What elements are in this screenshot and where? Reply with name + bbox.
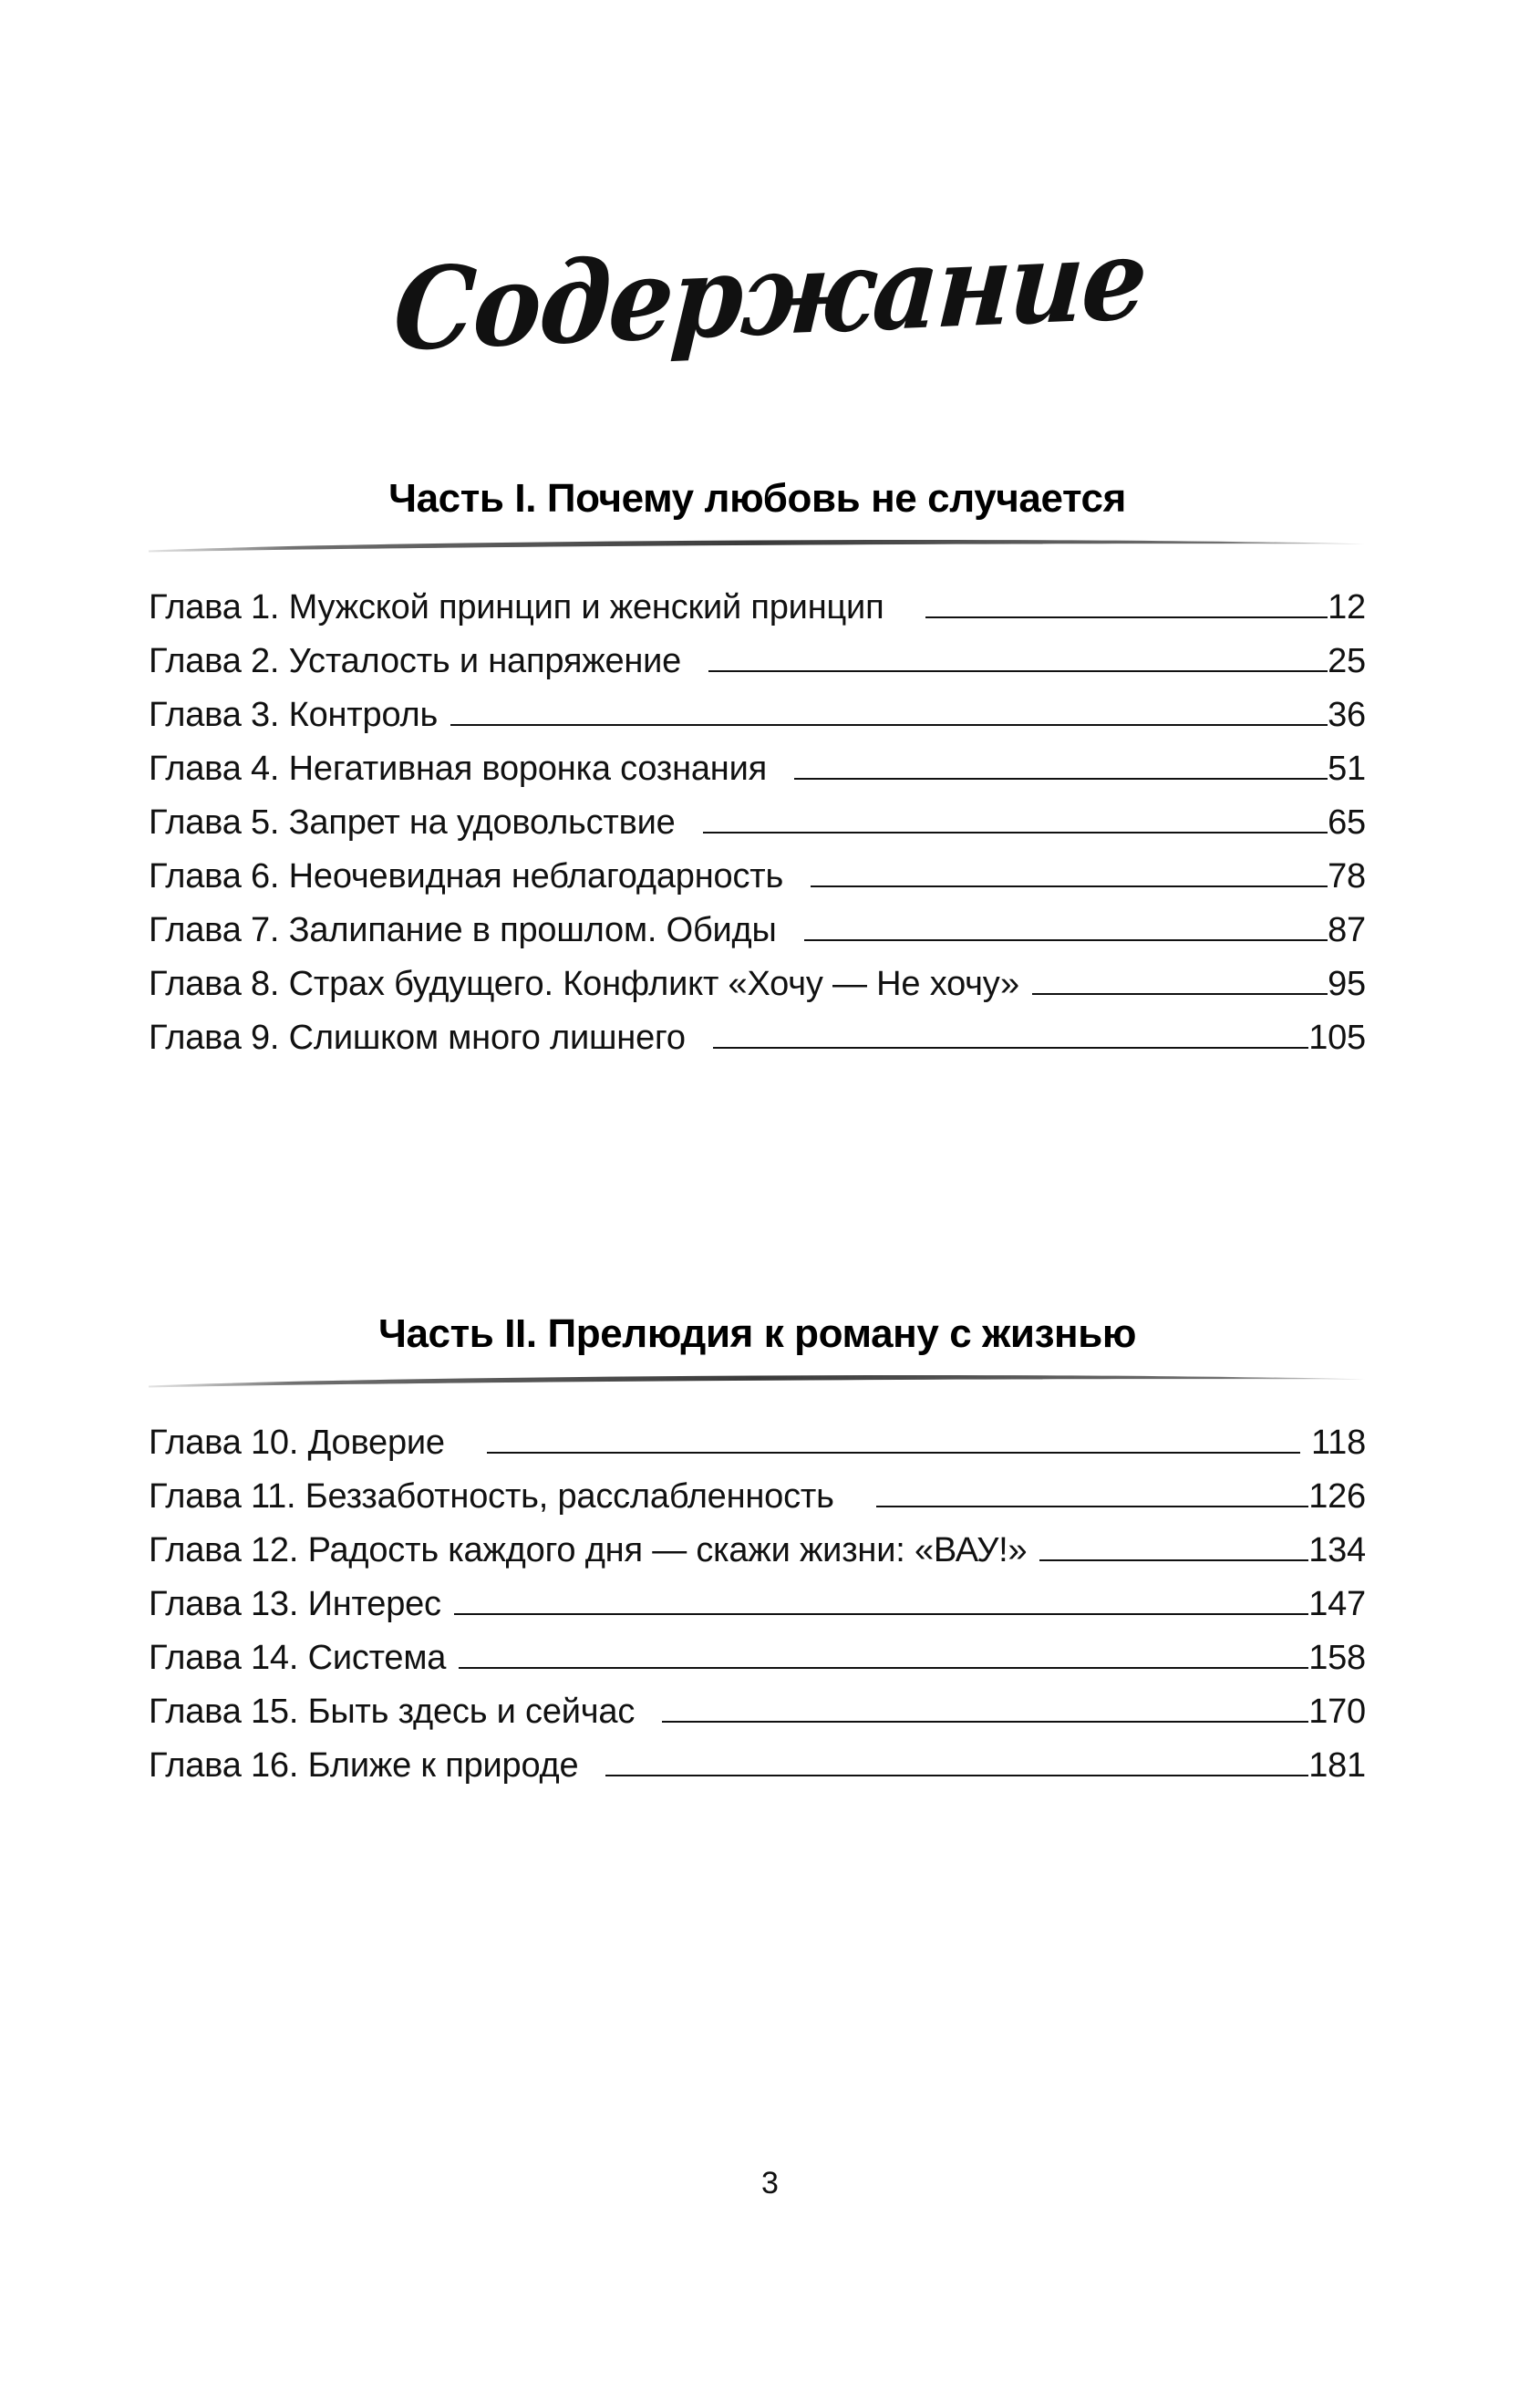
chapter-leader-line (578, 1731, 1308, 1785)
chapter-list (149, 573, 1366, 1057)
chapter-leader-line (445, 1408, 1311, 1462)
chapter-title: Глава 6. Неочевидная неблагодарность (149, 857, 784, 896)
chapter-title: Глава 11. Беззаботность, расслабленность (149, 1477, 834, 1517)
chapter-leader-line (1027, 1516, 1308, 1569)
chapter-title: Глава 10. Доверие (149, 1424, 445, 1463)
chapter-leader-line (834, 1462, 1308, 1516)
chapter-page-number: 158 (1308, 1639, 1366, 1678)
chapter-title: Глава 7. Залипание в прошлом. Обиды (149, 911, 777, 950)
chapter-row[interactable] (149, 1408, 1366, 1462)
part-section (149, 1313, 1366, 1785)
chapter-page-number: 126 (1308, 1477, 1366, 1517)
chapter-row[interactable] (149, 842, 1366, 896)
chapter-title: Глава 15. Быть здесь и сейчас (149, 1693, 636, 1732)
chapter-leader-line (635, 1677, 1308, 1731)
chapter-title: Глава 16. Ближе к природе (149, 1746, 579, 1786)
chapter-row[interactable] (149, 949, 1366, 1003)
chapter-title: Глава 8. Страх будущего. Конфликт «Хочу — Не хочу» (149, 965, 1019, 1004)
chapter-page-number: 95 (1328, 965, 1366, 1004)
chapter-row[interactable] (149, 896, 1366, 949)
chapter-page-number: 87 (1328, 911, 1366, 950)
page-title-container (0, 212, 1540, 378)
chapter-row[interactable] (149, 1003, 1366, 1057)
chapter-row[interactable] (149, 680, 1366, 734)
chapter-row[interactable] (149, 734, 1366, 788)
chapter-page-number: 36 (1328, 696, 1366, 735)
part-heading: Часть I. Почему любовь не случается (388, 476, 1126, 521)
chapter-row[interactable] (149, 1731, 1366, 1785)
page-title: Содержание (390, 212, 1150, 378)
chapter-leader-line (446, 1623, 1308, 1677)
chapter-list (149, 1408, 1366, 1785)
chapter-page-number: 12 (1328, 588, 1366, 627)
chapter-page-number: 65 (1328, 803, 1366, 843)
chapter-title: Глава 14. Система (149, 1639, 447, 1678)
chapter-title: Глава 4. Негативная воронка сознания (149, 750, 767, 789)
chapter-page-number: 134 (1308, 1531, 1366, 1570)
chapter-title: Глава 2. Усталость и напряжение (149, 642, 682, 681)
chapter-title: Глава 13. Интерес (149, 1585, 441, 1624)
chapter-page-number: 181 (1308, 1746, 1366, 1786)
chapter-title: Глава 1. Мужской принцип и женский принцип (149, 588, 884, 627)
chapter-leader-line (686, 1003, 1308, 1057)
chapter-leader-line (438, 680, 1328, 734)
chapter-leader-line (767, 734, 1328, 788)
chapter-page-number: 147 (1308, 1585, 1366, 1624)
chapter-leader-line (1019, 949, 1328, 1003)
chapter-row[interactable] (149, 1569, 1366, 1623)
part-heading: Часть II. Прелюдия к роману с жизнью (377, 1311, 1137, 1356)
chapter-page-number: 118 (1311, 1424, 1366, 1463)
chapter-row[interactable] (149, 1677, 1366, 1731)
chapter-leader-line (441, 1569, 1308, 1623)
part-section (149, 478, 1366, 1057)
chapter-row[interactable] (149, 1516, 1366, 1569)
chapter-row[interactable] (149, 1462, 1366, 1516)
chapter-leader-line (884, 573, 1328, 626)
chapter-leader-line (783, 842, 1328, 896)
page-folio: 3 (761, 2166, 779, 2200)
chapter-leader-line (777, 896, 1328, 949)
chapter-leader-line (681, 626, 1328, 680)
chapter-title: Глава 12. Радость каждого дня — скажи жизни: «ВАУ!» (149, 1531, 1028, 1570)
part-divider-rule (149, 533, 1366, 556)
part-divider-rule (149, 1368, 1366, 1392)
chapter-row[interactable] (149, 626, 1366, 680)
chapter-page-number: 51 (1328, 750, 1366, 789)
chapter-row[interactable] (149, 1623, 1366, 1677)
chapter-row[interactable] (149, 573, 1366, 626)
chapter-title: Глава 3. Контроль (149, 696, 439, 735)
chapter-leader-line (676, 788, 1328, 842)
chapter-title: Глава 5. Запрет на удовольствие (149, 803, 676, 843)
chapter-page-number: 25 (1328, 642, 1366, 681)
chapter-page-number: 105 (1308, 1019, 1366, 1058)
chapter-page-number: 170 (1308, 1693, 1366, 1732)
chapter-row[interactable] (149, 788, 1366, 842)
chapter-page-number: 78 (1328, 857, 1366, 896)
chapter-title: Глава 9. Слишком много лишнего (149, 1019, 686, 1058)
